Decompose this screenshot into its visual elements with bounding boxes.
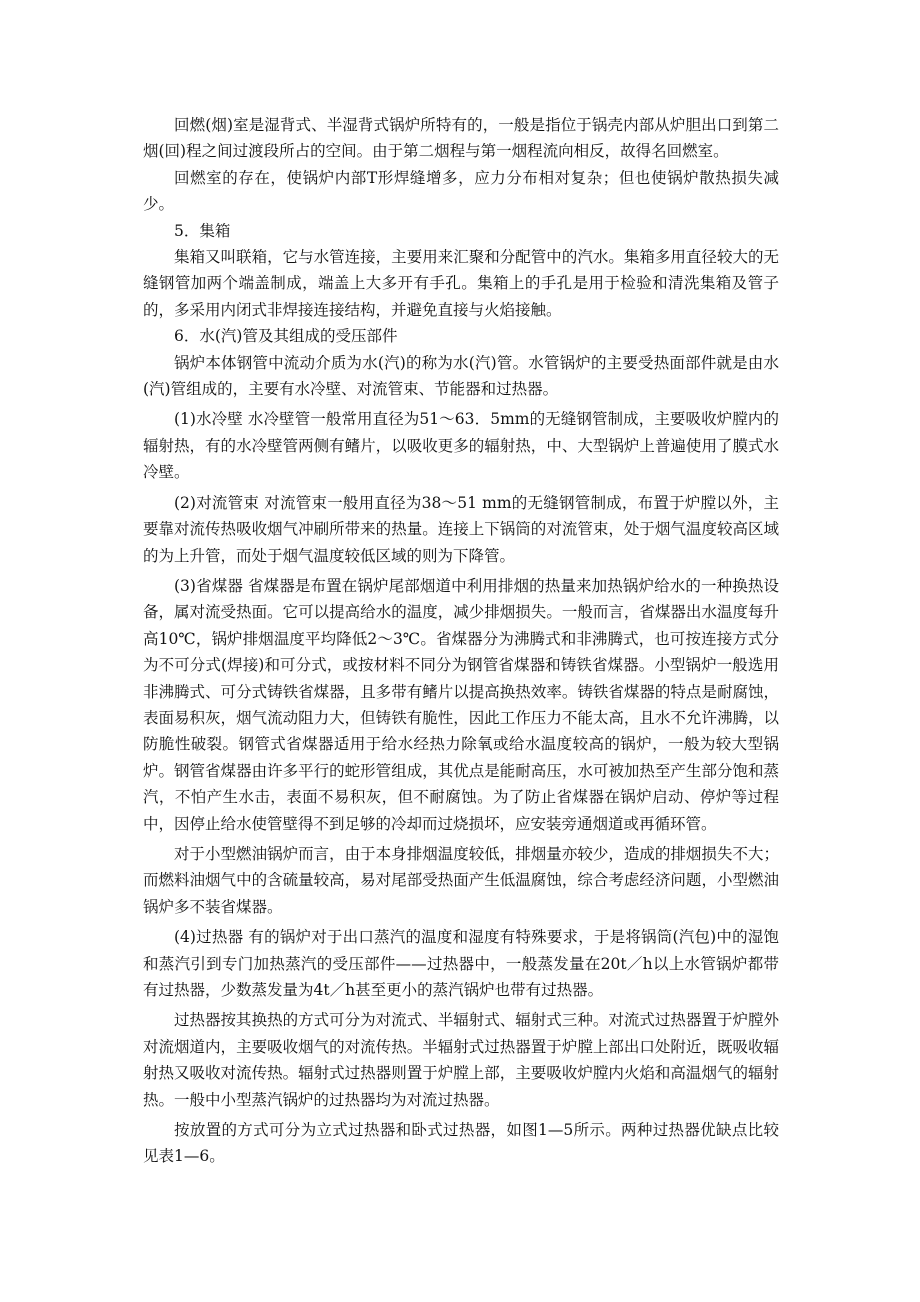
paragraph-economizer: (3)省煤器 省煤器是布置在锅炉尾部烟道中利用排烟的热量来加热锅炉给水的一种换热设备，属对流受热面。它可以提高给水的温度，减少排烟损失。一般而言，省煤器出水温度每升高10℃，锅炉排烟温度平均降低2～3℃。省煤器分为沸腾式和非沸腾式，也可按连接方式分为不可分式(焊接)和可分式，或按材料不同分为钢管省煤器和铸铁省煤器。小型锅炉一般选用非沸腾式、可分式铸铁省煤器，且多带有鳍片以提高换热效率。铸铁省煤器的特点是耐腐蚀，表面易积灰，烟气流动阻力大，但铸铁有脆性，因此工作压力不能太高，且水不允许沸腾，以防脆性破裂。钢管式省煤器适用于给水经热力除氧或给水温度较高的锅炉，一般为较大型锅炉。钢管省煤器由许多平行的蛇形管组成，其优点是能耐高压，水可被加热至产生部分饱和蒸汽，不怕产生水击，表面不易积灰，但不耐腐蚀。为了防止省煤器在锅炉启动、停炉等过程中，因停止给水使管壁得不到足够的冷却而过烧损坏，应安装旁通烟道或再循环管。 bbox=[143, 576, 779, 833]
document-page bbox=[143, 112, 779, 1170]
paragraph-recombustion-chamber-definition: 回燃(烟)室是湿背式、半湿背式锅炉所特有的，一般是指位于锅壳内部从炉胆出口到第二烟(回)程之间过渡段所占的空间。由于第二烟程与第一烟程流向相反，故得名回燃室。 bbox=[143, 116, 779, 161]
paragraph-oil-boiler-economizer: 对于小型燃油锅炉而言，由于本身排烟温度较低，排烟量亦较少，造成的排烟损失不大；而燃料油烟气中的含硫量较高，易对尾部受热面产生低温腐蚀，综合考虑经济问题，小型燃油锅炉多不装省煤器。 bbox=[143, 844, 779, 916]
paragraph-water-tubes-intro: 锅炉本体钢管中流动介质为水(汽)的称为水(汽)管。水管锅炉的主要受热面部件就是由水(汽)管组成的，主要有水冷壁、对流管束、节能器和过热器。 bbox=[143, 353, 779, 399]
section-heading-water-tubes: 6．水(汽)管及其组成的受压部件 bbox=[174, 327, 398, 346]
paragraph-header-description: 集箱又叫联箱，它与水管连接，主要用来汇聚和分配管中的汽水。集箱多用直径较大的无缝钢管加两个端盖制成，端盖上大多开有手孔。集箱上的手孔是用于检验和清洗集箱及管子的，多采用内闭式非焊接连接结构，并避免直接与火焰接触。 bbox=[143, 248, 779, 319]
paragraph-superheater-types: 过热器按其换热的方式可分为对流式、半辐射式、辐射式三种。对流式过热器置于炉膛外对流烟道内，主要吸收烟气的对流传热。半辐射式过热器置于炉膛上部出口处附近，既吸收辐射热又吸收对流传热。辐射式过热器则置于炉膛上部，主要吸收炉膛内火焰和高温烟气的辐射热。一般中小型蒸汽锅炉的过热器均为对流过热器。 bbox=[143, 1011, 779, 1109]
section-heading-header: 5．集箱 bbox=[174, 221, 231, 240]
paragraph-water-wall: (1)水冷壁 水冷壁管一般常用直径为51～63．5mm的无缝钢管制成，主要吸收炉膛内的辐射热，有的水冷壁管两侧有鳍片，以吸收更多的辐射热，中、大型锅炉上普遍使用了膜式水冷壁。 bbox=[143, 410, 779, 482]
paragraph-superheater: (4)过热器 有的锅炉对于出口蒸汽的温度和湿度有特殊要求，于是将锅筒(汽包)中的湿饱和蒸汽引到专门加热蒸汽的受压部件——过热器中，一般蒸发量在20t／h以上水管锅炉都带有过热器，少数蒸发量为4t／h甚至更小的蒸汽锅炉也带有过热器。 bbox=[143, 928, 779, 999]
paragraph-convection-bank: (2)对流管束 对流管束一般用直径为38～51 mm的无缝钢管制成，布置于炉膛以外，主要靠对流传热吸收烟气冲刷所带来的热量。连接上下锅筒的对流管束，处于烟气温度较高区域的为上升管，而处于烟气温度较低区域的则为下降管。 bbox=[143, 493, 779, 565]
paragraph-recombustion-chamber-effect: 回燃室的存在，使锅炉内部T形焊缝增多，应力分布相对复杂；但也使锅炉散热损失减少。 bbox=[143, 168, 779, 214]
paragraph-superheater-placement: 按放置的方式可分为立式过热器和卧式过热器，如图1—5所示。两种过热器优缺点比较见表1—6。 bbox=[143, 1121, 779, 1166]
